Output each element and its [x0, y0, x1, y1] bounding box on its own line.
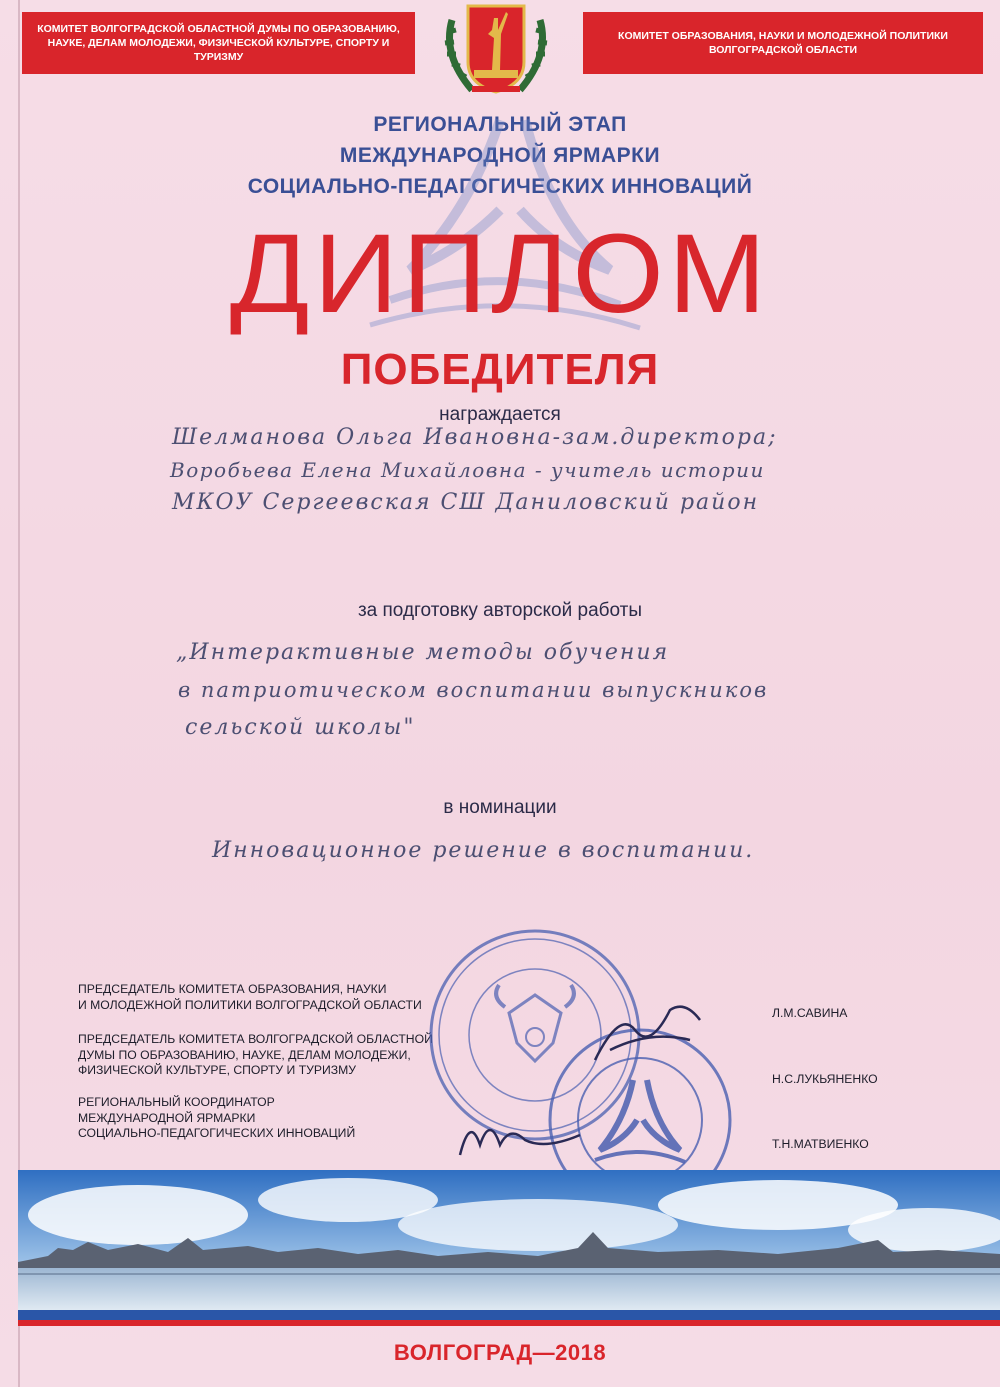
signatory-3-role-line-3: СОЦИАЛЬНО-ПЕДАГОГИЧЕСКИХ ИННОВАЦИЙ [78, 1126, 356, 1140]
signatory-1-role-line-2: И МОЛОДЕЖНОЙ ПОЛИТИКИ ВОЛГОГРАДСКОЙ ОБЛАСТИ [78, 997, 422, 1012]
work-title-line-1: „Интерактивные методы обучения [176, 640, 670, 665]
signatory-3-role-line-2: МЕЖДУНАРОДНОЙ ЯРМАРКИ [78, 1110, 256, 1125]
signatory-2-role-line-2: ДУМЫ ПО ОБРАЗОВАНИЮ, НАУКЕ, ДЕЛАМ МОЛОДЕЖИ, [78, 1047, 411, 1062]
header-right-text: КОМИТЕТ ОБРАЗОВАНИЯ, НАУКИ И МОЛОДЕЖНОЙ ПОЛИТИКИ ВОЛГОГРАДСКОЙ ОБЛАСТИ [618, 30, 948, 56]
coat-of-arms-icon [432, 0, 560, 100]
signatory-name-1: Л.М.САВИНА [772, 1006, 848, 1020]
awardee-line-2: Воробьева Елена Михайловна - учитель истории [170, 458, 765, 482]
footer-red-stripe [18, 1320, 1000, 1326]
signatory-2-role-line-1: ПРЕДСЕДАТЕЛЬ КОМИТЕТА ВОЛГОГРАДСКОЙ ОБЛАСТНОЙ [78, 1032, 433, 1046]
header-right-committee [583, 12, 983, 74]
for-work-label: за подготовку авторской работы [357, 600, 643, 621]
header-left-committee [22, 12, 415, 74]
footer-blue-stripe [18, 1310, 1000, 1320]
diploma-subheading: ПОБЕДИТЕЛЯ [340, 345, 660, 394]
footer-city-year: ВОЛГОГРАД—2018 [393, 1340, 607, 1365]
signatory-2-role-line-3: ФИЗИЧЕСКОЙ КУЛЬТУРЕ, СПОРТУ И ТУРИЗМУ [78, 1063, 357, 1077]
city-panorama-image [18, 1170, 1000, 1310]
work-title-line-2: в патриотическом воспитании выпускников [178, 678, 769, 702]
signatory-3-role-line-1: РЕГИОНАЛЬНЫЙ КООРДИНАТОР [78, 1095, 275, 1109]
nomination-value: Инновационное решение в воспитании. [212, 838, 755, 863]
title-line-3: СОЦИАЛЬНО-ПЕДАГОГИЧЕСКИХ ИННОВАЦИЙ [247, 175, 753, 198]
title-line-1: РЕГИОНАЛЬНЫЙ ЭТАП [373, 113, 627, 136]
signatory-role-2 [78, 1032, 433, 1079]
signatory-role-1 [78, 982, 422, 1013]
signatory-role-3 [78, 1095, 355, 1142]
work-title-line-3: сельской школы" [185, 715, 416, 740]
signature-matvienko [450, 1105, 590, 1165]
signature-savina [590, 990, 710, 1070]
nomination-label: в номинации [443, 797, 557, 818]
signatory-name-2: Н.С.ЛУКЬЯНЕНКО [772, 1072, 878, 1086]
signatory-1-role-line-1: ПРЕДСЕДАТЕЛЬ КОМИТЕТА ОБРАЗОВАНИЯ, НАУКИ [78, 982, 387, 996]
title-line-2: МЕЖДУНАРОДНОЙ ЯРМАРКИ [339, 144, 661, 167]
signatory-name-3: Т.Н.МАТВИЕНКО [772, 1137, 869, 1151]
awardee-line-1: Шелманова Ольга Ивановна-зам.директора; [172, 425, 778, 450]
header-left-text: КОМИТЕТ ВОЛГОГРАДСКОЙ ОБЛАСТНОЙ ДУМЫ ПО ОБРАЗОВАНИЮ, НАУКЕ, ДЕЛАМ МОЛОДЕЖИ, ФИЗИЧЕСКОЙ КУЛЬТУРЕ, СПОРТУ И ТУРИЗМУ [37, 23, 400, 63]
awardee-line-3: МКОУ Сергеевская СШ Даниловский район [172, 490, 760, 515]
diploma-heading: ДИПЛОМ [229, 211, 771, 336]
awarded-label: награждается [439, 404, 561, 425]
